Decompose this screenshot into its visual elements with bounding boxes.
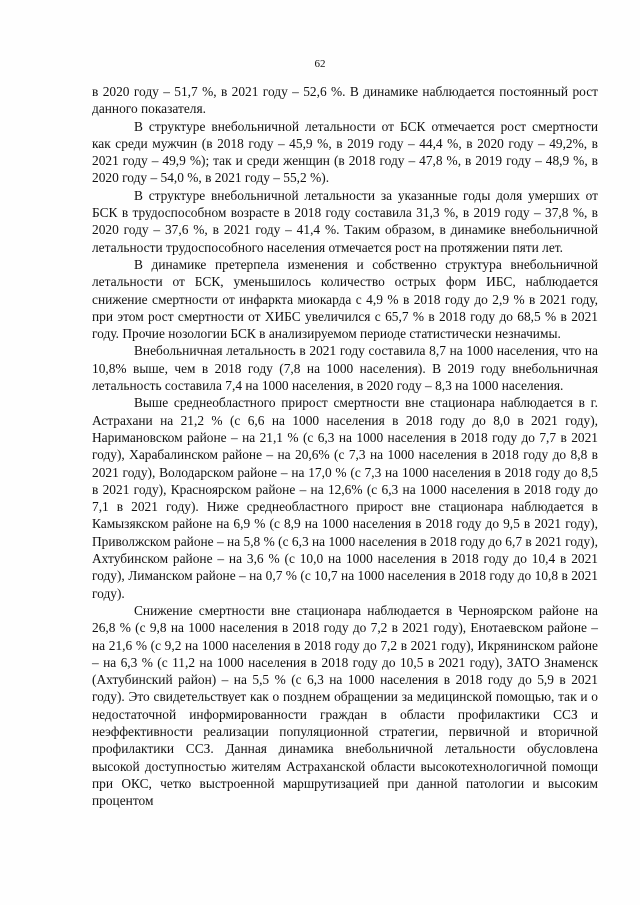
document-body [92, 83, 598, 809]
paragraph-districts-increase: Выше среднеобластного прирост смертности вне стационара наблюдается в г. Астрахани на 21,2 % (с 6,6 на 1000 населения в 2018 году до 8,0 в 2021 году), Наримановском районе – на 21,1 % (с 6,3 на 1000 населения в 2018 году до 7,7 в 2021 году), Харабалинском районе – на 20,6% (с 7,3 на 1000 населения в 2018 году до 8,8 в 2021 году), Володарском районе – на 17,0 % (с 7,3 на 1000 населения в 2018 году до 8,5 в 2021 году), Красноярском районе – на 12,6% (с 6,3 на 1000 населения в 2018 году до 7,1 в 2021 году). Ниже среднеобластного прирост вне стационара наблюдается в Камызякском районе на 6,9 % (с 8,9 на 1000 населения в 2018 году до 9,5 в 2021 году), Приволжском районе – на 5,8 % (с 6,3 на 1000 населения в 2018 году до 6,7 в 2021 году), Ахтубинском районе – на 3,6 % (с 10,0 на 1000 населения в 2018 году до 10,4 в 2021 году), Лиманском районе – на 0,7 % (с 10,7 на 1000 населения в 2018 году до 10,8 в 2021 году). [92, 395, 598, 601]
paragraph-gender-structure: В структуре внебольничной летальности от БСК отмечается рост смертности как среди мужчин (в 2018 году – 45,9 %, в 2019 году – 44,4 %, в 2020 году – 49,2%, в 2021 году – 49,9 %); так и среди женщин (в 2018 году – 47,8 %, в 2019 году – 48,9 %, в 2020 году – 54,0 %, в 2021 году – 55,2 %). [92, 118, 598, 186]
paragraph-mortality-rate: Внебольничная летальность в 2021 году составила 8,7 на 1000 населения, что на 10,8% выше, чем в 2018 году (7,8 на 1000 населения). В 2019 году внебольничная летальность составила 7,4 на 1000 населения, в 2020 году – 8,3 на 1000 населения. [92, 343, 598, 394]
paragraph-districts-decrease: Снижение смертности вне стационара наблюдается в Черноярском районе на 26,8 % (с 9,8 на 1000 населения в 2018 году до 7,2 в 2021 году), Енотаевском районе – на 21,6 % (с 9,2 на 1000 населения в 2018 году до 7,2 в 2021 году), Икрянинском районе – на 6,3 % (с 11,2 на 1000 населения в 2018 году до 10,5 в 2021 году), ЗАТО Знаменск (Ахтубинский район) – на 5,5 % (с 6,3 на 1000 населения в 2018 году до 5,9 в 2021 году). Это свидетельствует как о позднем обращении за медицинской помощью, так и о недостаточной информированности граждан в области профилактики ССЗ и неэффективности реализации популяционной стратегии, первичной и вторичной профилактики ССЗ. Данная динамика внебольничной летальности обусловлена высокой доступностью жителям Астраханской области высокотехнологичной помощи при ОКС, четко выстроенной маршрутизацией при данной патологии и высоким процентом [92, 602, 598, 809]
paragraph-working-age: В структуре внебольничной летальности за указанные годы доля умерших от БСК в трудоспособном возрасте в 2018 году составила 31,3 %, в 2019 году – 37,8 %, в 2020 году – 37,6 %, в 2021 году – 41,4 %. Таким образом, в динамике внебольничной летальности трудоспособного населения отмечается рост на протяжении пяти лет. [92, 187, 598, 255]
page-number: 62 [314, 58, 326, 70]
paragraph-continuation: в 2020 году – 51,7 %, в 2021 году – 52,6 %. В динамике наблюдается постоянный рост данного показателя. [92, 84, 598, 117]
paragraph-structure-changes: В динамике претерпела изменения и собственно структура внебольничной летальности от БСК, уменьшилось количество острых форм ИБС, наблюдается снижение смертности от инфаркта миокарда с 4,9 % в 2018 году до 2,9 % в 2021 году, при этом рост смертности от ХИБС увеличился с 65,7 % в 2018 году до 68,5 % в 2021 году. Прочие нозологии БСК в анализируемом периоде статистически незначимы. [92, 256, 598, 342]
